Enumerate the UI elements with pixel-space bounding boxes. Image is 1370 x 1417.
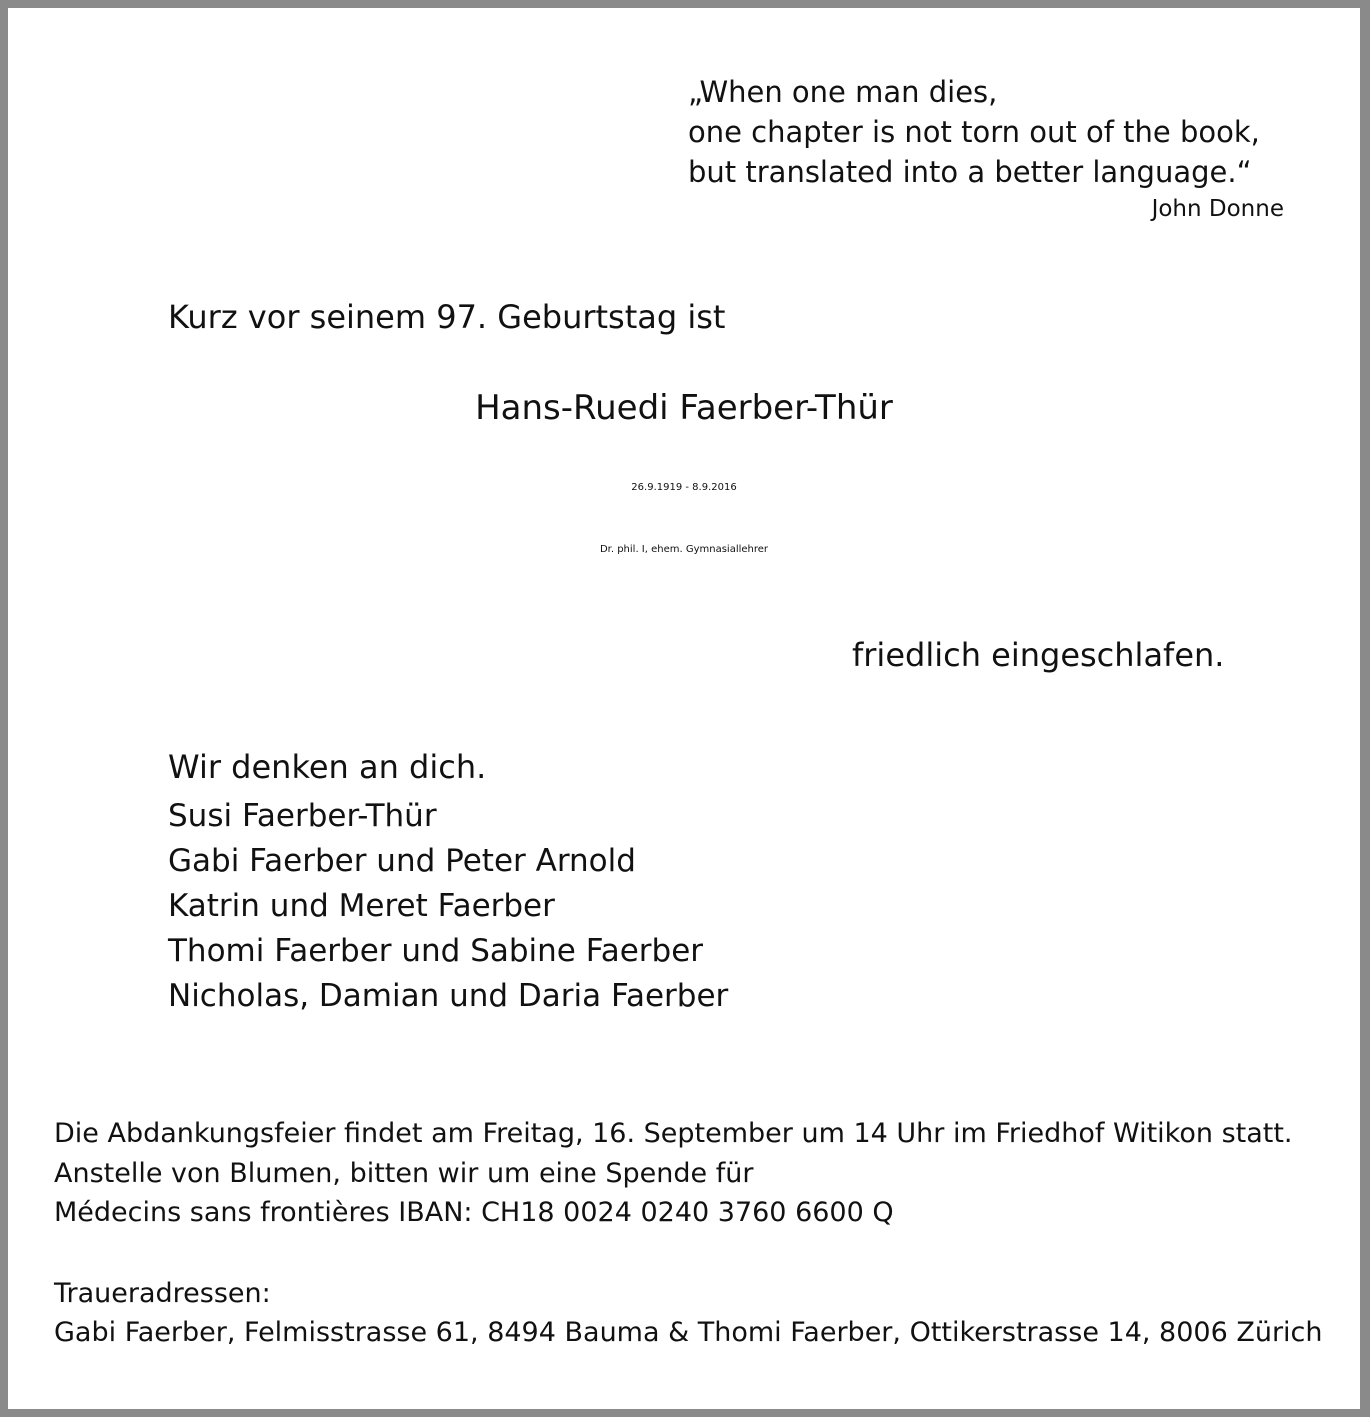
donation-line: Médecins sans frontières IBAN: CH18 0024 0240 3760 6600 Q <box>54 1197 894 1228</box>
life-dates: 26.9.1919 - 8.9.2016 <box>631 482 737 493</box>
mourner-item: Thomi Faerber und Sabine Faerber <box>168 933 704 969</box>
remembrance-text: Wir denken an dich. <box>168 748 487 786</box>
intro-text: Kurz vor seinem 97. Geburtstag ist <box>168 298 726 336</box>
mourner-item: Susi Faerber-Thür <box>168 798 437 834</box>
quote-line-3: but translated into a better language.“ <box>688 155 1252 189</box>
deceased-name: Hans-Ruedi Faerber-Thür <box>475 388 893 428</box>
deceased-title: Dr. phil. I, ehem. Gymnasiallehrer <box>599 544 769 555</box>
ceremony-line: Anstelle von Blumen, bitten wir um eine Spende für <box>54 1158 754 1189</box>
mourner-item: Gabi Faerber und Peter Arnold <box>168 843 636 879</box>
addresses-label: Traueradressen: <box>54 1278 271 1309</box>
quote-line-1: „When one man dies, <box>688 75 998 109</box>
outro-text: friedlich eingeschlafen. <box>852 636 1225 674</box>
ceremony-line: Die Abdankungsfeier findet am Freitag, 16. September um 14 Uhr im Friedhof Witikon statt. <box>54 1118 1293 1149</box>
mourner-item: Nicholas, Damian und Daria Faerber <box>168 978 729 1014</box>
quote-author: John Donne <box>1151 196 1284 222</box>
quote-line-2: one chapter is not torn out of the book, <box>688 115 1260 149</box>
obituary-card <box>8 8 1360 1409</box>
mourner-item: Katrin und Meret Faerber <box>168 888 555 924</box>
addresses-text: Gabi Faerber, Felmisstrasse 61, 8494 Bauma & Thomi Faerber, Ottikerstrasse 14, 8006 Zürich <box>54 1317 1323 1348</box>
